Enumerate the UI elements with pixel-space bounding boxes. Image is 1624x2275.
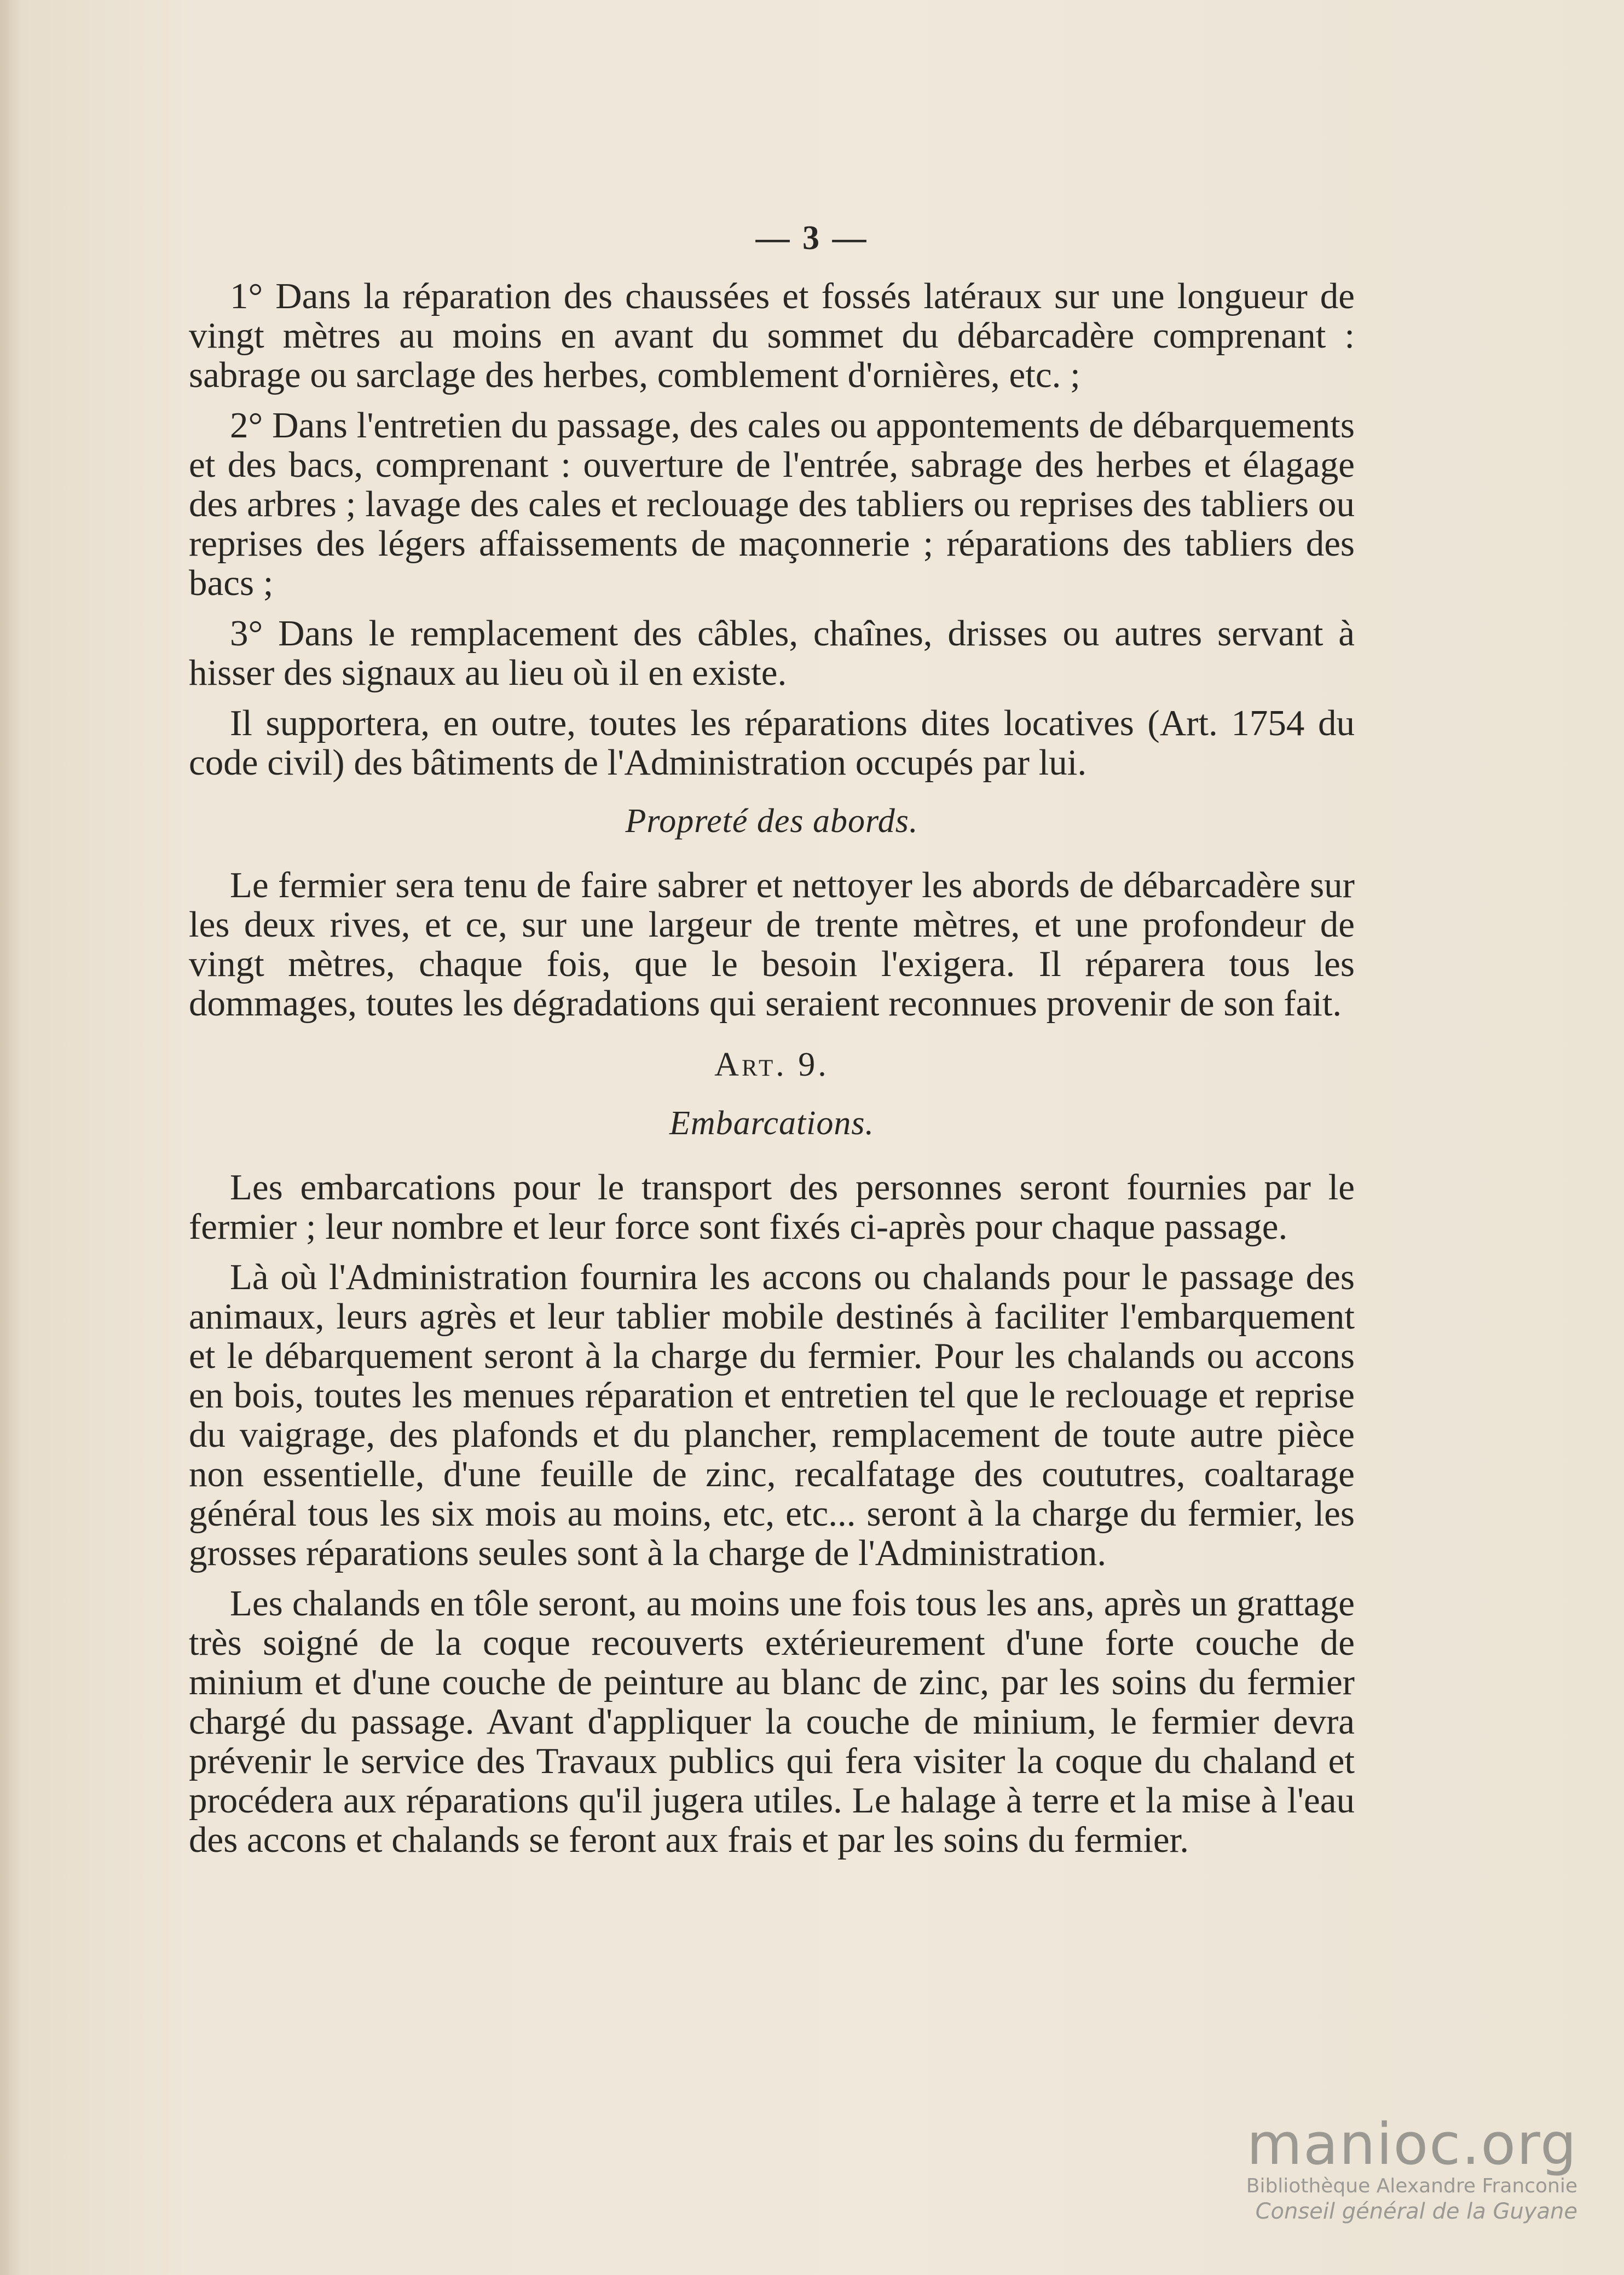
- paragraph-embarcations-2: Là où l'Administration fournira les accons ou chalands pour le passage des animaux, leurs agrès et leur tablier mobile destinés à faciliter l'embarquement et le débarquement seront à la charge du fermier. Pour les chalands ou accons en bois, toutes les menues réparation et entretien tel que le reclouage et reprise du vaigrage, des plafonds et du plancher, remplacement de toute autre pièce non essentielle, d'une feuille de zinc, recalfatage des coututres, coaltarage général tous les six mois au moins, etc, etc... seront à la charge du fermier, les grosses réparations seules sont à la charge de l'Administration.: [189, 1257, 1355, 1573]
- paragraph-item-2: 2° Dans l'entretien du passage, des cales ou appontements de débarquements et des bacs, comprenant : ouverture de l'entrée, sabrage des herbes et élagage des arbres ; lavage des cales et reclouage des tabliers ou reprises des tabliers ou reprises des légers affaissements de maçonnerie ; réparations des tabliers des bacs ;: [189, 405, 1355, 603]
- page-number: — 3 —: [755, 220, 869, 257]
- paragraph-embarcations-1: Les embarcations pour le transport des personnes seront fournies par le fermier ; leur nombre et leur force sont fixés ci-après pour chaque passage.: [189, 1167, 1355, 1247]
- section-heading-embarcations: Embarcations.: [669, 1105, 875, 1142]
- paragraph-locatives: Il supportera, en outre, toutes les réparations dites locatives (Art. 1754 du code civil) des bâtiments de l'Administration occupés par lui.: [189, 703, 1355, 783]
- section-heading-proprete: Propreté des abords.: [625, 802, 918, 840]
- watermark-council-name: Conseil général de la Guyane: [1255, 2199, 1577, 2224]
- paragraph-embarcations-3: Les chalands en tôle seront, au moins une fois tous les ans, après un grattage très soigné de la coque recouverts extérieurement d'une forte couche de minium et d'une couche de peinture au blanc de zinc, par les soins du fermier chargé du passage. Avant d'appliquer la couche de minium, le fermier devra prévenir le service des Travaux publics qui fera visiter la coque du chaland et procédera aux réparations qu'il jugera utiles. Le halage à terre et la mise à l'eau des accons et chalands se feront aux frais et par les soins du fermier.: [189, 1583, 1355, 1860]
- watermark-logo: manioc.org: [1246, 2111, 1577, 2178]
- article-heading: Art. 9.: [714, 1046, 829, 1083]
- paragraph-item-1: 1° Dans la réparation des chaussées et fossés latéraux sur une longueur de vingt mètres au moins en avant du sommet du débarcadère comprenant : sabrage ou sarclage des herbes, comblement d'ornières, etc. ;: [189, 276, 1355, 395]
- paragraph-item-3: 3° Dans le remplacement des câbles, chaînes, drisses ou autres servant à hisser des signaux au lieu où il en existe.: [189, 613, 1355, 693]
- page-edge-shadow: [0, 0, 22, 2275]
- library-watermark: [1246, 2111, 1577, 2225]
- paragraph-proprete: Le fermier sera tenu de faire sabrer et nettoyer les abords de débarcadère sur les deux rives, et ce, sur une largeur de trente mètres, et une profondeur de vingt mètres, chaque fois, que le besoin l'exigera. Il réparera tous les dommages, toutes les dégradations qui seraient reconnues provenir de son fait.: [189, 865, 1355, 1024]
- page-body: [189, 276, 1355, 1870]
- watermark-library-name: Bibliothèque Alexandre Franconie: [1246, 2175, 1577, 2197]
